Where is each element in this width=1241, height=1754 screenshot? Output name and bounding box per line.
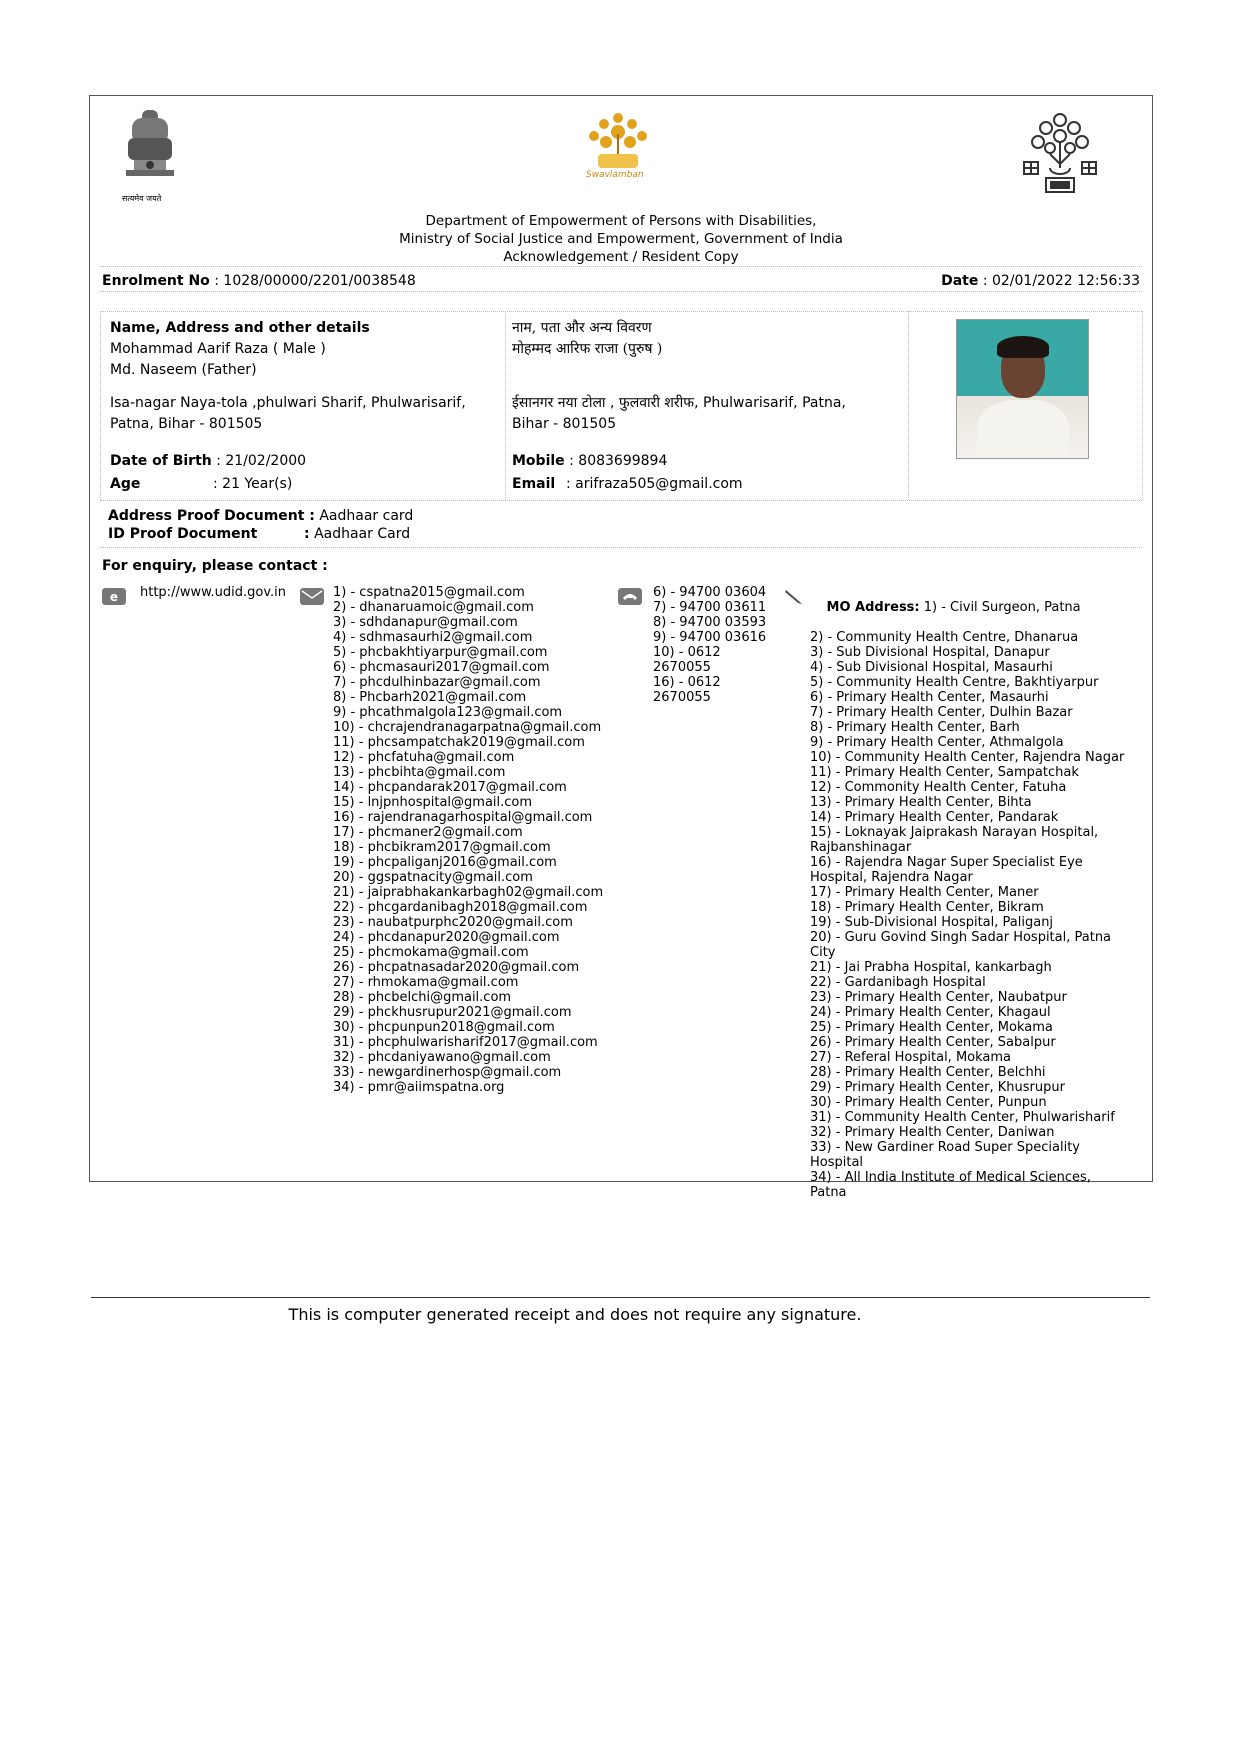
dob-value: : 21/02/2000 xyxy=(216,453,307,469)
id-proof xyxy=(108,525,410,543)
email-icon xyxy=(300,588,324,605)
footer-divider xyxy=(91,1297,1150,1298)
enrolment-label: Enrolment No xyxy=(102,273,210,289)
pencil-icon xyxy=(782,588,806,605)
age xyxy=(110,475,292,493)
national-emblem-logo xyxy=(120,108,180,196)
address-proof xyxy=(108,507,413,525)
details-heading-en: Name, Address and other details xyxy=(110,320,370,336)
date-label: Date xyxy=(941,273,979,289)
details-box-bottom xyxy=(100,500,1142,501)
name-en: Mohammad Aarif Raza ( Male ) xyxy=(110,341,326,357)
email-value: : arifraza505@gmail.com xyxy=(566,476,743,492)
address-en-line-1: Isa-nagar Naya-tola ,phulwari Sharif, Phulwarisarif, xyxy=(110,395,466,411)
mo-address-list xyxy=(810,585,1124,1230)
website-link[interactable]: http://www.udid.gov.in xyxy=(140,585,287,600)
date-of-birth xyxy=(110,452,306,470)
photo-column-divider xyxy=(908,311,909,500)
details-box-right xyxy=(1142,311,1143,500)
swavlamban-logo-text: Swavlamban xyxy=(586,170,644,180)
email-label: Email xyxy=(512,476,556,492)
email-contacts-list: 1) - cspatna2015@gmail.com 2) - dhanaruamoic@gmail.com 3) - sdhdanapur@gmail.com 4) - sdhmasaurhi2@gmail.com 5) - phcbakhtiyarpur@gmail.com 6) - phcmasauri2017@gmail.com 7) - phcdulhinbazar@gmail.com 8) - Phcbarh2021@gmail.com 9) - phcathmalgola123@gmail.com 10) - chcrajendranagarpatna@gmail.com 11) - phcsampatchak2019@gmail.com 12) - phcfatuha@gmail.com 13) - phcbihta@gmail.com 14) - phcpandarak2017@gmail.com 15) - lnjpnhospital@gmail.com 16) - rajendranagarhospital@gmail.com 17) - phcmaner2@gmail.com 18) - phcbikram2017@gmail.com 19) - phcpaliganj2016@gmail.com 20) - ggspatnacity@gmail.com 21) - jaiprabhakankarbagh02@gmail.com 22) - phcgardanibagh2018@gmail.com 23) - naubatpurphc2020@gmail.com 24) - phcdanapur2020@gmail.com 25) - phcmokama@gmail.com 26) - phcpatnasadar2020@gmail.com 27) - rhmokama@gmail.com 28) - phcbelchi@gmail.com 29) - phckhusrupur2021@gmail.com 30) - phcpunpun2018@gmail.com 31) - phcphulwarisharif2017@gmail.com 32) - phcdaniyawano@gmail.com 33) - newgardinerhosp@gmail.com 34) - pmr@aiimspatna.org xyxy=(333,585,604,1095)
phone-contacts-list: 6) - 94700 03604 7) - 94700 03611 8) - 94700 03593 9) - 94700 03616 10) - 0612 2670055 16) - 0612 2670055 xyxy=(653,585,767,705)
father-name: Md. Naseem (Father) xyxy=(110,362,257,378)
mobile-value: : 8083699894 xyxy=(569,453,668,469)
divider xyxy=(100,291,1142,292)
age-label: Age xyxy=(110,476,141,492)
header-line-1: Department of Empowerment of Persons with Disabilities, xyxy=(425,213,817,229)
mo-address-first: 1) - Civil Surgeon, Patna xyxy=(919,600,1081,615)
mo-address-label: MO Address: xyxy=(826,600,920,615)
mobile-label: Mobile xyxy=(512,453,565,469)
email xyxy=(512,475,743,493)
enquiry-heading: For enquiry, please contact : xyxy=(102,558,328,574)
svg-text:e: e xyxy=(109,590,119,604)
photo-shirt xyxy=(977,400,1069,459)
address-en-line-2: Patna, Bihar - 801505 xyxy=(110,416,263,432)
divider xyxy=(100,266,1142,267)
address-hi-line-2: Bihar - 801505 xyxy=(512,416,617,432)
address-proof-value: Aadhaar card xyxy=(319,508,414,524)
mobile xyxy=(512,452,667,470)
divider xyxy=(100,547,1142,548)
enrolment-value: : 1028/00000/2201/0038548 xyxy=(214,273,416,289)
receipt-frame xyxy=(89,95,1153,1200)
phone-icon xyxy=(618,588,642,605)
mo-address-rest: 2) - Community Health Centre, Dhanarua 3) - Sub Divisional Hospital, Danapur 4) - Sub Divisional Hospital, Masaurhi 5) - Community Health Centre, Bakhtiyarpur 6) - Primary Health Center, Masaurhi 7) - Primary Health Center, Dulhin Bazar 8) - Primary Health Center, Barh 9) - Primary Health Center, Athmalgola 10) - Community Health Center, Rajendra Nagar 11) - Primary Health Center, Sampatchak 12) - Commonity Health Center, Fatuha 13) - Primary Health Center, Bihta 14) - Primary Health Center, Pandarak 15) - Loknayak Jaiprakash Narayan Hospital, Rajbanshinagar 16) - Rajendra Nagar Super Specialist Eye Hospital, Rajendra Nagar 17) - Primary Health Center, Maner 18) - Primary Health Center, Bikram 19) - Sub-Divisional Hospital, Paliganj 20) - Guru Govind Singh Sadar Hospital, Patna City 21) - Jai Prabha Hospital, kankarbagh 22) - Gardanibagh Hospital 23) - Primary Health Center, Naubatpur 24) - Primary Health Center, Khagaul 25) - Primary Health Center, Mokama 26) - Primary Health Center, Sabalpur 27) - Referal Hospital, Mokama 28) - Primary Health Center, Belchhi 29) - Primary Health Center, Khusrupur 30) - Primary Health Center, Punpun 31) - Community Health Center, Phulwarisharif 32) - Primary Health Center, Daniwan 33) - New Gardiner Road Super Speciality Hospital 34) - All India Institute of Medical Sciences, Patna xyxy=(810,630,1125,1200)
bihar-government-logo xyxy=(1020,108,1100,200)
photo-hair xyxy=(997,336,1049,358)
receipt-date xyxy=(941,272,1140,290)
applicant-photo xyxy=(956,319,1089,459)
address-proof-label: Address Proof Document : xyxy=(108,508,315,524)
address-hi-line-1: ईसानगर नया टोला , फुलवारी शरीफ, Phulwarisarif, Patna, xyxy=(512,395,846,411)
details-box-left xyxy=(100,311,101,500)
id-proof-label: ID Proof Document xyxy=(108,526,258,542)
web-icon xyxy=(102,588,126,605)
header-line-2: Ministry of Social Justice and Empowerment, Government of India xyxy=(399,231,843,247)
enrolment-number xyxy=(102,272,416,290)
details-box-top xyxy=(100,311,1142,312)
footer-note: This is computer generated receipt and does not require any signature. xyxy=(288,1305,862,1324)
age-value: : 21 Year(s) xyxy=(213,476,293,492)
details-heading-hi: नाम, पता और अन्य विवरण xyxy=(512,320,652,336)
name-hi: मोहम्मद आरिफ राजा (पुरुष ) xyxy=(512,341,663,357)
dob-label: Date of Birth xyxy=(110,453,212,469)
header-line-3: Acknowledgement / Resident Copy xyxy=(503,249,739,265)
emblem-motto: सत्यमेव जयते xyxy=(122,194,162,203)
id-proof-separator: : xyxy=(304,526,310,542)
date-value: : 02/01/2022 12:56:33 xyxy=(982,273,1140,289)
details-column-divider xyxy=(505,311,506,500)
id-proof-value: Aadhaar Card xyxy=(314,526,411,542)
